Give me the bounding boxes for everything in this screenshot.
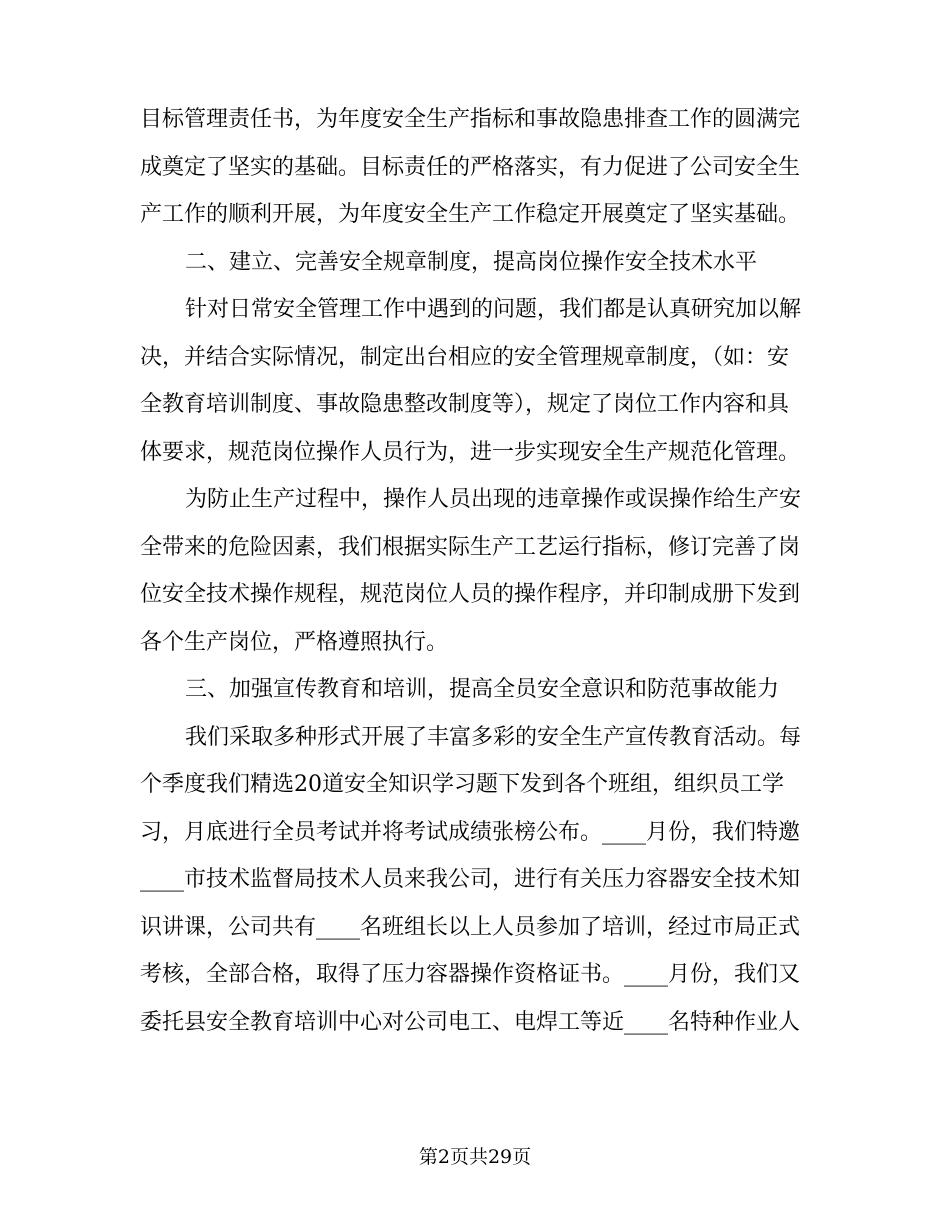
paragraph-line: 目标管理责任书，为年度安全生产指标和事故隐患排查工作的圆满完 xyxy=(140,107,801,132)
paragraph-line: 识讲课，公司共有____名班组长以上人员参加了培训，经过市局正式 xyxy=(140,915,801,940)
paragraph-line: 决，并结合实际情况，制定出台相应的安全管理规章制度，（如：安 xyxy=(140,345,790,370)
paragraph-line: 各个生产岗位，严格遵照执行。 xyxy=(140,630,449,655)
paragraph-line: 体要求，规范岗位操作人员行为，进一步实现安全生产规范化管理。 xyxy=(140,440,801,465)
paragraph-line: 我们采取多种形式开展了丰富多彩的安全生产宣传教育活动。每 xyxy=(185,725,802,750)
section-heading: 三、加强宣传教育和培训，提高全员安全意识和防范事故能力 xyxy=(185,677,780,702)
paragraph-line: 委托县安全教育培训中心对公司电工、电焊工等近____名特种作业人 xyxy=(140,1010,801,1035)
paragraph-line: 为防止生产过程中，操作人员出现的违章操作或误操作给生产安 xyxy=(185,487,802,512)
paragraph-line: 全带来的危险因素，我们根据实际生产工艺运行指标，修订完善了岗 xyxy=(140,535,801,560)
paragraph-line: ____市技术监督局技术人员来我公司，进行有关压力容器安全技术知 xyxy=(140,867,801,892)
paragraph-line: 考核，全部合格，取得了压力容器操作资格证书。____月份，我们又 xyxy=(140,962,801,987)
page-number: 第2页共29页 xyxy=(418,1146,532,1168)
paragraph-line: 产工作的顺利开展，为年度安全生产工作稳定开展奠定了坚实基础。 xyxy=(140,202,801,227)
paragraph-line: 全教育培训制度、事故隐患整改制度等），规定了岗位工作内容和具 xyxy=(140,392,790,417)
section-heading: 二、建立、完善安全规章制度，提高岗位操作安全技术水平 xyxy=(185,250,758,275)
paragraph-line: 针对日常安全管理工作中遇到的问题，我们都是认真研究加以解 xyxy=(185,297,802,322)
paragraph-line: 个季度我们精选20道安全知识学习题下发到各个班组，组织员工学 xyxy=(140,772,784,797)
paragraph-line: 习，月底进行全员考试并将考试成绩张榜公布。____月份，我们特邀 xyxy=(140,820,801,845)
paragraph-line: 位安全技术操作规程，规范岗位人员的操作程序，并印制成册下发到 xyxy=(140,582,801,607)
paragraph-line: 成奠定了坚实的基础。目标责任的严格落实，有力促进了公司安全生 xyxy=(140,155,801,180)
